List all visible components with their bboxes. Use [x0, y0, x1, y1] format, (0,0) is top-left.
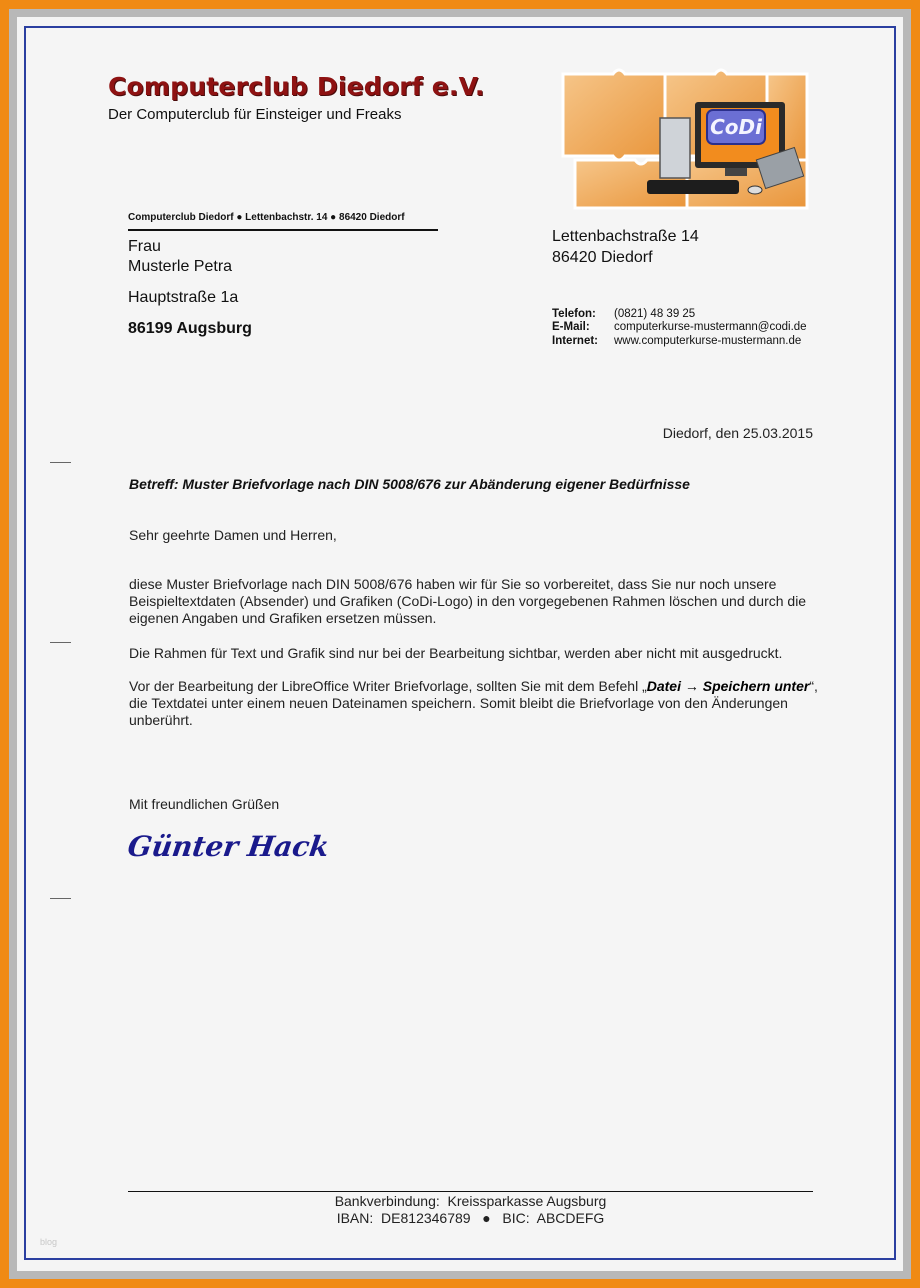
recipient-street: Hauptstraße 1a — [128, 289, 239, 306]
closing: Mit freundlichen Grüßen — [129, 796, 280, 812]
web-value: www.computerkurse-mustermann.de — [614, 335, 802, 347]
sender-line: Computerclub Diedorf ● Lettenbachstr. 14 ● 86420 Diedorf — [128, 212, 438, 231]
contact-email — [552, 321, 807, 333]
email-label: E-Mail: — [552, 321, 590, 333]
codi-badge — [707, 110, 765, 144]
date-line: Diedorf, den 25.03.2015 — [662, 425, 813, 441]
p3-before: Vor der Bearbeitung der LibreOffice Writer Briefvorlage, sollten Sie mit dem Befehl „ — [129, 678, 647, 694]
signature: Günter Hack — [125, 830, 332, 863]
subject-line: Betreff: Muster Briefvorlage nach DIN 5008/676 zur Abänderung eigener Bedürfnisse — [129, 476, 690, 492]
punch-mark — [50, 642, 71, 643]
fold-mark — [50, 898, 71, 899]
footer-bank: Bankverbindung: Kreissparkasse Augsburg — [334, 1193, 607, 1209]
codi-puzzle-logo — [555, 68, 815, 214]
codi-logo-text: CoDi — [710, 115, 762, 139]
return-city: 86420 Diedorf — [552, 249, 653, 266]
body-paragraph: diese Muster Briefvorlage nach DIN 5008/676 haben wir für Sie so vorbereitet, dass Sie nur noch unsere Beispieltextdaten (Absender) und Grafiken (CoDi-Logo) in den vorgegebenen Rahmen löschen und durch die eigenen Angaben und Grafiken ersetzen müssen. — [129, 576, 807, 626]
greeting: Sehr geehrte Damen und Herren, — [129, 527, 337, 543]
email-value: computerkurse-mustermann@codi.de — [614, 321, 807, 333]
phone-value: (0821) 48 39 25 — [614, 308, 696, 320]
body-paragraph: Die Rahmen für Text und Grafik sind nur bei der Bearbeitung sichtbar, werden aber nicht mit ausgedruckt. — [129, 645, 783, 661]
footer-divider — [128, 1191, 813, 1192]
web-label: Internet: — [552, 335, 598, 347]
footer-iban-bic: IBAN: DE812346789 ● BIC: ABCDEFG — [336, 1210, 605, 1226]
watermark: blog — [40, 1237, 58, 1247]
phone-label: Telefon: — [552, 308, 596, 320]
contact-phone — [552, 308, 695, 320]
contact-web — [552, 335, 801, 347]
body-paragraph — [129, 678, 819, 729]
club-tagline: Der Computerclub für Einsteiger und Freaks — [108, 106, 402, 123]
return-street: Lettenbachstraße 14 — [552, 228, 699, 245]
recipient-city: 86199 Augsburg — [128, 320, 252, 337]
recipient-name: Musterle Petra — [128, 258, 233, 275]
menu-command: Datei → Speichern unter — [646, 678, 810, 694]
club-name: Computerclub Diedorf e.V. — [108, 72, 485, 101]
fold-mark — [50, 462, 71, 463]
p3-after: “, die Textdatei unter einem neuen Dateinamen speichern. Somit bleibt die Briefvorlage von den Änderungen unberührt. — [129, 678, 818, 728]
recipient-salutation: Frau — [128, 238, 161, 255]
